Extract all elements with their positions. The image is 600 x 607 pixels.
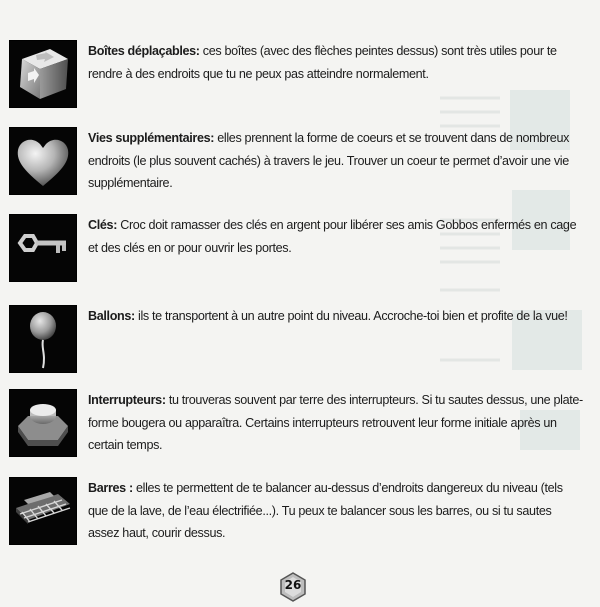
- entry-description: elles te permettent de te balancer au-dessus d’endroits dangereux du niveau (tels que de la lave, de l’eau électrifiée...). Tu peux te balancer sous les barres, ou si tu sautes assez haut, courir dessus.: [88, 481, 563, 540]
- entry-description: ils te transportent à un autre point du niveau. Accroche-toi bien et profite de la vue!: [134, 309, 568, 323]
- entry-text: [88, 477, 583, 545]
- page-number: [278, 572, 308, 602]
- page-number-text: 26: [284, 578, 302, 592]
- entry-text: [88, 127, 583, 195]
- entry-title: Boîtes déplaçables:: [88, 44, 200, 58]
- entry-title: Barres :: [88, 481, 133, 495]
- entry-text: [88, 40, 583, 85]
- bars-icon: [9, 477, 77, 545]
- entry-text: [88, 389, 583, 457]
- entry-text: [88, 305, 583, 328]
- entry-description: ces boîtes (avec des flèches peintes dessus) sont très utiles pour te rendre à des endroits que tu ne peux pas atteindre normalement.: [88, 44, 557, 81]
- entry-description: elles prennent la forme de coeurs et se trouvent dans de nombreux endroits (le plus souvent cachés) à travers le jeu. Trouver un coeur te permet d’avoir une vie supplémentaire.: [88, 131, 570, 190]
- entry-text: [88, 214, 583, 259]
- switch-icon: [9, 389, 77, 457]
- balloon-icon: [9, 305, 77, 373]
- entry-title: Interrupteurs:: [88, 393, 166, 407]
- box-icon: [9, 40, 77, 108]
- entry-title: Vies supplémentaires:: [88, 131, 215, 145]
- heart-icon: [9, 127, 77, 195]
- entry-title: Clés:: [88, 218, 118, 232]
- entry-description: Croc doit ramasser des clés en argent pour libérer ses amis Gobbos enfermés en cage et des clés en or pour ouvrir les portes.: [88, 218, 577, 255]
- entry-description: tu trouveras souvent par terre des interrupteurs. Si tu sautes dessus, une plate-forme bougera ou apparaîtra. Certains interrupteurs retrouvent leur forme initiale après un certain temps.: [88, 393, 583, 452]
- key-icon: [9, 214, 77, 282]
- entry-title: Ballons:: [88, 309, 135, 323]
